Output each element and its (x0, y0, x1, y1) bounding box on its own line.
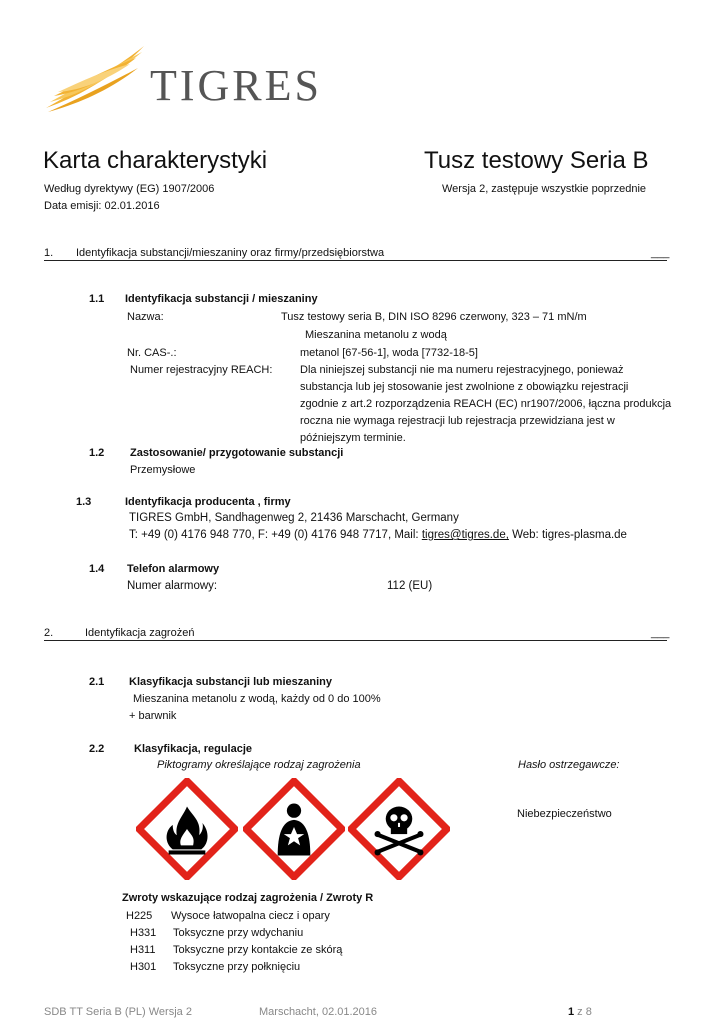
subsection-2-1-title: Klasyfikacja substancji lub mieszaniny (129, 676, 332, 688)
current-page: 1 (568, 1006, 575, 1018)
section-2-title: Identyfikacja zagrożeń (85, 627, 195, 639)
reach-line: zgodnie z art.2 rozporządzenia REACH (EC) nr1907/2006, łączna produkcja (300, 398, 672, 410)
reach-label: Numer rejestracyjny REACH: (130, 364, 273, 376)
reach-line: roczna nie wymaga rejestracji lub rejestracja przewidziana jest w (300, 415, 615, 427)
name-value: Tusz testowy seria B, DIN ISO 8296 czerwony, 323 – 71 mN/m (281, 311, 587, 323)
logo-swoosh-icon (46, 46, 144, 112)
health-hazard-icon (243, 778, 345, 880)
subsection-1-2-number: 1.2 (89, 447, 105, 459)
section-1-divider (44, 260, 667, 261)
reach-line: substancja lub jej stosowanie jest zwolnione z obowiązku rejestracji (300, 381, 629, 393)
hazard-text: Toksyczne przy kontakcie ze skórą (173, 944, 343, 956)
email-link[interactable]: tigres@tigres.de, (421, 529, 509, 541)
hazard-text: Toksyczne przy połknięciu (173, 961, 301, 973)
contact-phone-fax: T: +49 (0) 4176 948 770, F: +49 (0) 4176 948 7717, Mail: (129, 529, 422, 541)
page-total: z 8 (574, 1006, 592, 1018)
subsection-1-2-title: Zastosowanie/ przygotowanie substancji (130, 447, 344, 459)
directive-text: Według dyrektywy (EG) 1907/2006 (44, 183, 215, 195)
subsection-2-2-title: Klasyfikacja, regulacje (134, 743, 253, 755)
subsection-2-2-number: 2.2 (89, 743, 105, 755)
reach-line: późniejszym terminie. (300, 432, 406, 444)
hazard-code: H301 (130, 961, 157, 973)
issue-date: Data emisji: 02.01.2016 (44, 200, 160, 212)
subsection-1-3-number: 1.3 (76, 496, 92, 508)
hazard-statements-title: Zwroty wskazujące rodzaj zagrożenia / Zwroty R (122, 892, 374, 904)
section-2-tail: ___ (651, 627, 670, 639)
subsection-1-1-number: 1.1 (89, 293, 105, 305)
producer-address: TIGRES GmbH, Sandhagenweg 2, 21436 Marschacht, Germany (129, 512, 459, 524)
mixture-text: Mieszanina metanolu z wodą (305, 329, 447, 341)
hazard-code: H225 (126, 910, 153, 922)
footer-place-date: Marschacht, 02.01.2016 (259, 1006, 378, 1018)
skull-crossbones-icon (348, 778, 450, 880)
signal-word-label: Hasło ostrzegawcze: (518, 759, 620, 771)
classification-line: Mieszanina metanolu z wodą, każdy od 0 do 100% (133, 693, 381, 705)
product-title: Tusz testowy Seria B (424, 147, 649, 174)
hazard-code: H311 (130, 944, 156, 956)
subsection-1-1-title: Identyfikacja substancji / mieszaniny (125, 293, 318, 305)
reach-line: Dla niniejszej substancji nie ma numeru rejestracyjnego, ponieważ (300, 364, 624, 376)
subsection-1-4-title: Telefon alarmowy (127, 563, 220, 575)
emergency-label: Numer alarmowy: (127, 580, 218, 592)
version-text: Wersja 2, zastępuje wszystkie poprzednie (442, 183, 647, 195)
subsection-1-4-number: 1.4 (89, 563, 105, 575)
signal-word: Niebezpieczeństwo (517, 808, 612, 820)
hazard-code: H331 (130, 927, 157, 939)
section-1-tail: ___ (651, 247, 670, 259)
emergency-number: 112 (EU) (387, 580, 433, 592)
producer-contact (129, 529, 627, 541)
footer-document-id: SDB TT Seria B (PL) Wersja 2 (44, 1006, 192, 1018)
flame-icon (136, 778, 238, 880)
pictograms-label: Piktogramy określające rodzaj zagrożenia (157, 759, 361, 771)
cas-value: metanol [67-56-1], woda [7732-18-5] (300, 347, 478, 359)
cas-label: Nr. CAS-.: (127, 347, 177, 359)
classification-line: + barwnik (129, 710, 177, 722)
subsection-2-1-number: 2.1 (89, 676, 105, 688)
document-title: Karta charakterystyki (43, 147, 268, 174)
hazard-text: Wysoce łatwopalna ciecz i opary (171, 910, 330, 922)
subsection-1-3-title: Identyfikacja producenta , firmy (125, 496, 291, 508)
usage-value: Przemysłowe (130, 464, 196, 476)
section-2-divider (44, 640, 667, 641)
contact-web: Web: tigres-plasma.de (508, 529, 627, 541)
tigres-logo (44, 40, 344, 116)
name-label: Nazwa: (127, 311, 164, 323)
section-1-title: Identyfikacja substancji/mieszaniny oraz firmy/przedsiębiorstwa (76, 247, 385, 259)
hazard-text: Toksyczne przy wdychaniu (173, 927, 304, 939)
section-1-number: 1. (44, 247, 54, 259)
logo-wordmark: TIGRES (150, 61, 322, 110)
footer-page-number (568, 1006, 592, 1018)
section-2-number: 2. (44, 627, 54, 639)
